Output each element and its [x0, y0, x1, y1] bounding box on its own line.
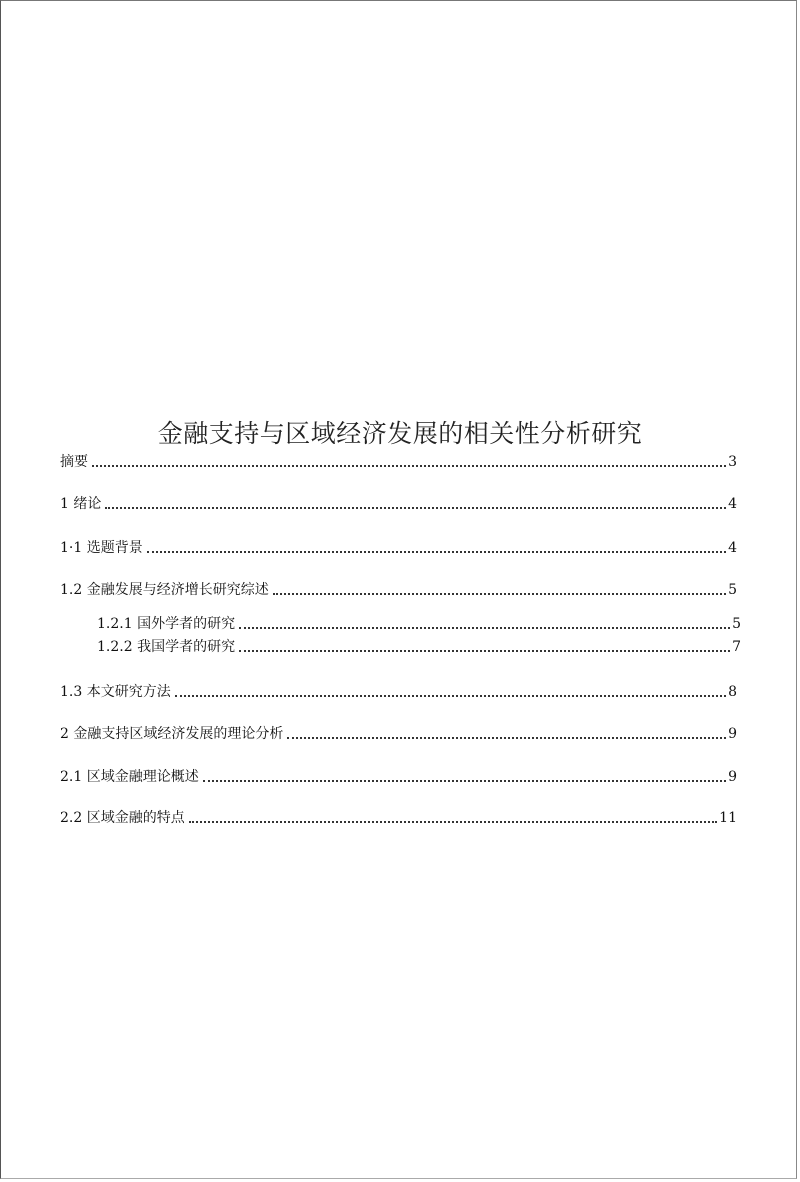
toc-entry[interactable] — [60, 578, 737, 598]
toc-dot-leader — [287, 736, 726, 739]
toc-page-number: 4 — [728, 496, 737, 512]
toc-dot-leader — [203, 779, 726, 782]
toc-entry[interactable] — [60, 806, 737, 826]
toc-page-number: 11 — [719, 810, 737, 826]
toc-entry[interactable] — [60, 536, 737, 556]
toc-dot-leader — [239, 649, 730, 652]
toc-page-number: 9 — [728, 726, 737, 742]
toc-entry[interactable] — [60, 450, 737, 470]
toc-dot-leader — [105, 506, 726, 509]
toc-entry-label: 2 金融支持区域经济发展的理论分析 — [60, 726, 284, 742]
toc-entry[interactable] — [60, 765, 737, 785]
toc-entry[interactable] — [60, 722, 737, 742]
toc-entry-label: 2.2 区域金融的特点 — [60, 810, 185, 826]
toc-entry[interactable] — [97, 612, 741, 632]
toc-dot-leader — [189, 820, 717, 823]
toc-page-number: 5 — [732, 616, 741, 632]
toc-entry-label: 1.2 金融发展与经济增长研究综述 — [60, 582, 269, 598]
toc-entry-label: 1 绪论 — [60, 496, 102, 512]
toc-page-number: 9 — [728, 769, 737, 785]
toc-entry-label: 1.3 本文研究方法 — [60, 684, 171, 700]
toc-entry[interactable] — [60, 680, 737, 700]
toc-page-number: 4 — [728, 540, 737, 556]
toc-dot-leader — [175, 694, 726, 697]
toc-dot-leader — [239, 626, 730, 629]
toc-entry-label: 1.2.2 我国学者的研究 — [97, 639, 236, 655]
document-title: 金融支持与区域经济发展的相关性分析研究 — [157, 419, 643, 448]
toc-dot-leader — [147, 550, 726, 553]
toc-entry[interactable] — [97, 635, 741, 655]
toc-page-number: 8 — [728, 684, 737, 700]
toc-entry-label: 1·1 选题背景 — [60, 540, 143, 556]
toc-page-number: 7 — [732, 639, 741, 655]
toc-dot-leader — [273, 592, 726, 595]
toc-entry[interactable] — [60, 492, 737, 512]
toc-page-number: 3 — [728, 454, 737, 470]
toc-dot-leader — [92, 464, 726, 467]
toc-page-number: 5 — [728, 582, 737, 598]
toc-entry-label: 摘要 — [60, 454, 88, 470]
toc-entry-label: 1.2.1 国外学者的研究 — [97, 616, 236, 632]
toc-entry-label: 2.1 区域金融理论概述 — [60, 769, 199, 785]
